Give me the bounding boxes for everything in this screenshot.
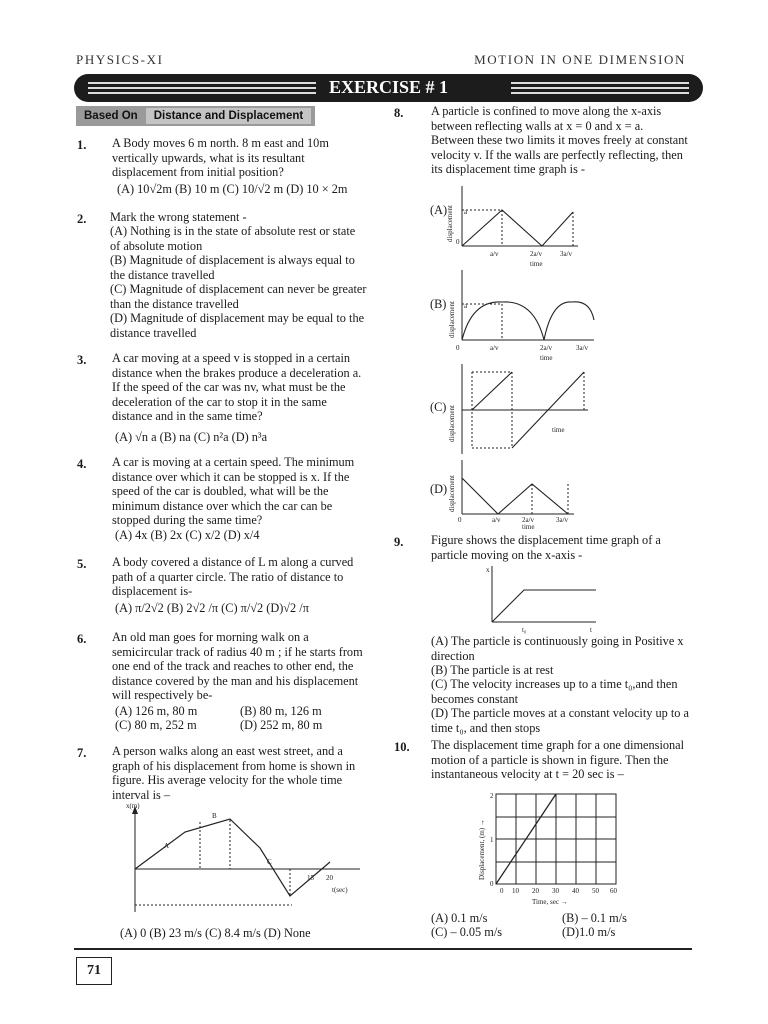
q8-a-tick: a: [464, 208, 468, 216]
q7-displacement-graph: [120, 802, 370, 917]
q7-point-b: B: [212, 812, 217, 820]
q1-options: (A) 10√2m (B) 10 m (C) 10/√2 m (D) 10 × 2m: [117, 182, 348, 196]
q8-option-b: (B): [430, 297, 447, 311]
q8-time: time: [522, 523, 535, 531]
q10-option-a: (A) 0.1 m/s: [431, 911, 488, 925]
q7-point-a: A: [164, 842, 170, 850]
q5-options: (A) π/2√2 (B) 2√2 /π (C) π/√2 (D)√2 /π: [115, 601, 309, 615]
q8-3av: 3a/v: [576, 344, 589, 352]
q8-zero: 0: [458, 516, 462, 524]
q4-options: (A) 4x (B) 2x (C) x/2 (D) x/4: [115, 528, 260, 542]
q10-xtick: 60: [610, 887, 617, 895]
q6-option-b: (B) 80 m, 126 m: [240, 704, 322, 718]
q8-2av: 2a/v: [530, 250, 543, 258]
q8-time: time: [540, 354, 553, 362]
q8-a-tick: a: [464, 302, 468, 310]
q9-t: t: [590, 626, 592, 634]
q2-option-d: (D) Magnitude of displacement may be equal to the distance travelled: [110, 311, 365, 340]
q2-number: 2.: [77, 212, 87, 226]
q7-number: 7.: [77, 746, 87, 760]
q9-option-b: (B) The particle is at rest: [431, 663, 554, 677]
q9-option-a: (A) The particle is continuously going in Positive x direction: [431, 634, 684, 663]
q1-text: A Body moves 6 m north. 8 m east and 10m vertically upwards, what is its resultant displacement from initial position?: [112, 136, 329, 179]
q9-number: 9.: [394, 535, 404, 549]
q10-option-c: (C) – 0.05 m/s: [431, 925, 503, 939]
q3-number: 3.: [77, 353, 87, 367]
q8-graph-d: [448, 458, 598, 530]
q8-zero: 0: [456, 344, 460, 352]
q8-graph-a: [448, 184, 598, 270]
q10-ylabel: Displacement, (m) →: [478, 819, 486, 880]
topic-tag: [76, 106, 315, 126]
q6-text: An old man goes for morning walk on a semicircular track of radius 40 m ; if he starts from one end of the track and reaches to other end, the distance covered by the man and his displacement will respectively be-: [112, 630, 363, 702]
exercise-title: EXERCISE # 1: [328, 77, 449, 97]
q9-graph: [480, 562, 600, 634]
q8-option-c: (C): [430, 400, 447, 414]
q7-options: (A) 0 (B) 23 m/s (C) 8.4 m/s (D) None: [120, 926, 311, 940]
q10-text: The displacement time graph for a one dimensional motion of a particle is shown in figure. Then the instantaneous velocity at t = 20 sec is –: [431, 738, 685, 781]
q8-zero: 0: [456, 238, 460, 246]
exercise-banner: [74, 74, 703, 102]
q9-text: Figure shows the displacement time graph of a particle moving on the x-axis -: [431, 533, 661, 562]
topic-tag-name: Distance and Displacement: [146, 108, 312, 124]
q7-point-c: C: [267, 858, 272, 866]
q7-ylabel: x(m): [126, 802, 140, 810]
q8-ylabel: displacement: [448, 405, 456, 442]
q7-text: A person walks along an east west street, and a graph of his displacement from home is shown in figure. His average velocity for the whole time interval is –: [112, 744, 356, 802]
q8-av: a/v: [490, 250, 499, 258]
q8-2av: 2a/v: [540, 344, 553, 352]
q6-option-d: (D) 252 m, 80 m: [240, 718, 323, 732]
q2-option-a: (A) Nothing is in the state of absolute rest or state of absolute motion: [110, 224, 356, 253]
q10-ytick: 1: [490, 836, 494, 844]
footer-rule: [74, 948, 692, 950]
q10-xlabel: Time, sec →: [532, 898, 568, 906]
q8-ylabel: displacement: [448, 301, 456, 338]
topic-tag-prefix: Based On: [84, 110, 138, 122]
q2-option-c: (C) Magnitude of displacement can never be greater than the distance travelled: [110, 282, 367, 311]
q10-option-b: (B) – 0.1 m/s: [562, 911, 627, 925]
q10-number: 10.: [394, 740, 410, 754]
page-number: 71: [76, 957, 112, 985]
q1-number: 1.: [77, 138, 87, 152]
q2-option-b: (B) Magnitude of displacement is always equal to the distance travelled: [110, 253, 355, 282]
q5-number: 5.: [77, 557, 87, 571]
q9-option-c: (C) The velocity increases up to a time t₀,and then becomes constant: [431, 677, 678, 706]
q10-ytick: 0: [490, 880, 494, 888]
q8-text: A particle is confined to move along the x-axis between reflecting walls at x = 0 and x = a. Between these two limits it moves freely at constant velocity v. If the walls are perfectly reflecting, then its displacement time graph is -: [431, 104, 688, 176]
q10-xtick: 0: [500, 887, 504, 895]
q8-option-a: (A): [430, 203, 448, 217]
q7-tick-20: 20: [326, 874, 333, 882]
q8-graph-b: [448, 268, 598, 364]
q8-option-d: (D): [430, 482, 448, 496]
q6-number: 6.: [77, 632, 87, 646]
q10-option-d: (D)1.0 m/s: [562, 925, 616, 939]
q9-x-label: x: [486, 566, 490, 574]
q10-graph: [476, 792, 626, 910]
q10-xtick: 50: [592, 887, 599, 895]
q6-option-c: (C) 80 m, 252 m: [115, 718, 197, 732]
q8-3av: 3a/v: [560, 250, 573, 258]
q4-text: A car is moving at a certain speed. The minimum distance over which it can be stopped is x. If the speed of the car is doubled, what will be the minimum distance over which the car can be stopped during the same time?: [112, 455, 355, 527]
q10-xtick: 20: [532, 887, 539, 895]
q8-time: time: [530, 260, 543, 268]
q7-tick-15: 15: [307, 874, 314, 882]
q9-t0: t₀: [522, 626, 527, 634]
q8-time: time: [552, 426, 565, 434]
header-chapter: MOTION IN ONE DIMENSION: [474, 52, 686, 67]
q8-ylabel: displacement: [446, 205, 454, 242]
q3-text: A car moving at a speed v is stopped in a certain distance when the brakes produce a deceleration a. If the speed of the car was nv, what must be the deceleration of the car to stop it in the same distance and in the same time?: [112, 351, 362, 423]
q8-graph-c: [448, 362, 598, 458]
q8-2av: 2a/v: [522, 516, 535, 524]
q8-3av: 3a/v: [556, 516, 569, 524]
q9-option-d: (D) The particle moves at a constant velocity up to a time t₀, and then stops: [431, 706, 689, 735]
q10-xtick: 30: [552, 887, 559, 895]
q10-ytick: 2: [490, 792, 494, 800]
q10-xtick: 40: [572, 887, 579, 895]
q7-curve: [135, 819, 330, 896]
q5-text: A body covered a distance of L m along a curved path of a quarter circle. The ratio of distance to displacement is-: [112, 555, 354, 598]
q4-number: 4.: [77, 457, 87, 471]
q8-av: a/v: [492, 516, 501, 524]
q7-xlabel: t(sec): [332, 886, 348, 894]
q8-number: 8.: [394, 106, 404, 120]
q8-ylabel: displacement: [448, 475, 456, 512]
q3-options: (A) √n a (B) na (C) n²a (D) n³a: [115, 430, 268, 444]
q10-xtick: 10: [512, 887, 519, 895]
header-subject: PHYSICS-XI: [76, 52, 164, 67]
q6-option-a: (A) 126 m, 80 m: [115, 704, 198, 718]
q2-text: Mark the wrong statement -: [110, 210, 247, 224]
q8-av: a/v: [490, 344, 499, 352]
